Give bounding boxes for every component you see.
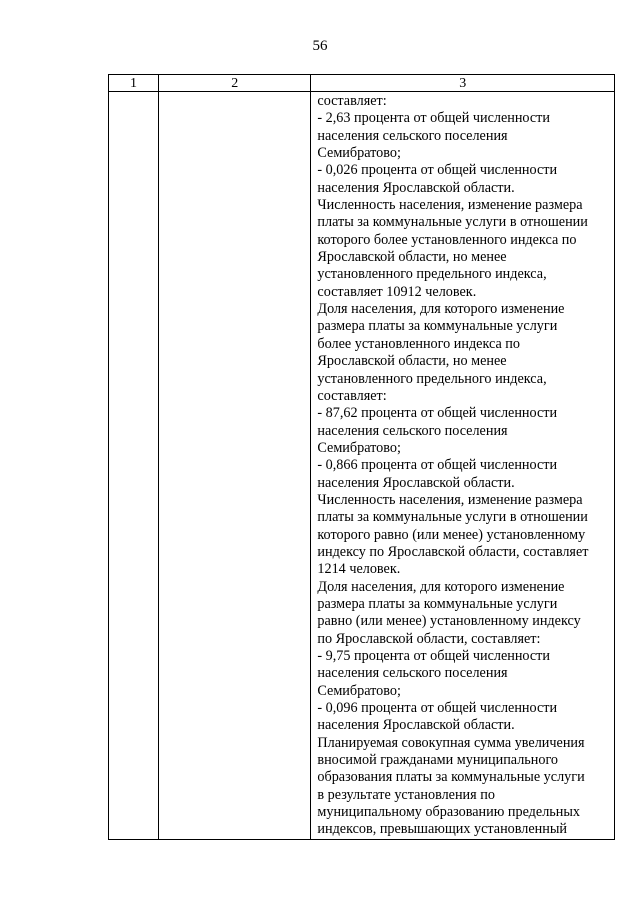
text-line: равно (или менее) установленному индексу xyxy=(317,613,581,630)
text-line: Доля населения, для которого изменение xyxy=(317,301,565,318)
text-line: платы за коммунальные услуги в отношении xyxy=(317,509,588,526)
text-line: населения сельского поселения xyxy=(317,422,508,439)
text-line: Планируемая совокупная сумма увеличения xyxy=(317,734,585,751)
text-line: Семибратово; xyxy=(317,145,401,162)
table-header-row xyxy=(109,75,615,92)
table-cell-col-2 xyxy=(159,92,311,840)
text-line: размера платы за коммунальные услуги xyxy=(317,595,558,612)
text-line: - 0,026 процента от общей численности xyxy=(317,162,558,179)
text-line: Доля населения, для которого изменение xyxy=(317,578,565,595)
text-line: образования платы за коммунальные услуги xyxy=(317,769,585,786)
column-header-2: 2 xyxy=(159,75,311,92)
text-line: населения сельского поселения xyxy=(317,127,508,144)
text-line: Семибратово; xyxy=(317,682,401,699)
text-line: Ярославской области, но менее xyxy=(317,249,507,266)
text-line: населения сельского поселения xyxy=(317,665,508,682)
text-line: по Ярославской области, составляет: xyxy=(317,630,541,647)
text-line: составляет: xyxy=(317,387,387,404)
text-line: в результате установления по xyxy=(317,786,495,803)
text-line: населения Ярославской области. xyxy=(317,474,515,491)
text-line: составляет: xyxy=(317,93,387,109)
text-line: Семибратово; xyxy=(317,439,401,456)
document-table xyxy=(108,74,615,840)
column-header-3: 3 xyxy=(311,75,615,92)
text-line: населения Ярославской области. xyxy=(317,179,515,196)
table-cell-col-3 xyxy=(311,92,615,840)
table-row xyxy=(109,92,615,840)
text-line: - 0,866 процента от общей численности xyxy=(317,457,558,474)
text-line: - 2,63 процента от общей численности xyxy=(317,110,550,127)
text-line: населения Ярославской области. xyxy=(317,717,515,734)
text-line: - 87,62 процента от общей численности xyxy=(317,405,558,422)
text-line: Ярославской области, но менее xyxy=(317,353,507,370)
column-header-1: 1 xyxy=(109,75,159,92)
page-number: 56 xyxy=(312,38,328,54)
text-line: - 0,096 процента от общей численности xyxy=(317,700,558,717)
text-line: которого равно (или менее) установленному xyxy=(317,526,586,543)
text-line: установленного предельного индекса, xyxy=(317,370,547,387)
text-line: индексов, превышающих установленный xyxy=(317,821,567,838)
text-line: более установленного индекса по xyxy=(317,335,520,352)
text-line: 1214 человек. xyxy=(317,561,401,578)
text-line: Численность населения, изменение размера xyxy=(317,197,583,214)
table-cell-col-1 xyxy=(109,92,159,840)
text-line: установленного предельного индекса, xyxy=(317,266,547,283)
text-line: платы за коммунальные услуги в отношении xyxy=(317,214,588,231)
text-line: размера платы за коммунальные услуги xyxy=(317,318,558,335)
text-line: вносимой гражданами муниципального xyxy=(317,752,559,769)
text-line: составляет 10912 человек. xyxy=(317,283,477,300)
text-line: - 9,75 процента от общей численности xyxy=(317,648,550,664)
column-3-text xyxy=(311,92,614,839)
text-line: которого более установленного индекса по xyxy=(317,231,577,248)
text-line: Численность населения, изменение размера xyxy=(317,491,583,508)
text-line: индексу по Ярославской области, составляет xyxy=(317,543,589,560)
text-line: муниципальному образованию предельных xyxy=(317,804,580,821)
